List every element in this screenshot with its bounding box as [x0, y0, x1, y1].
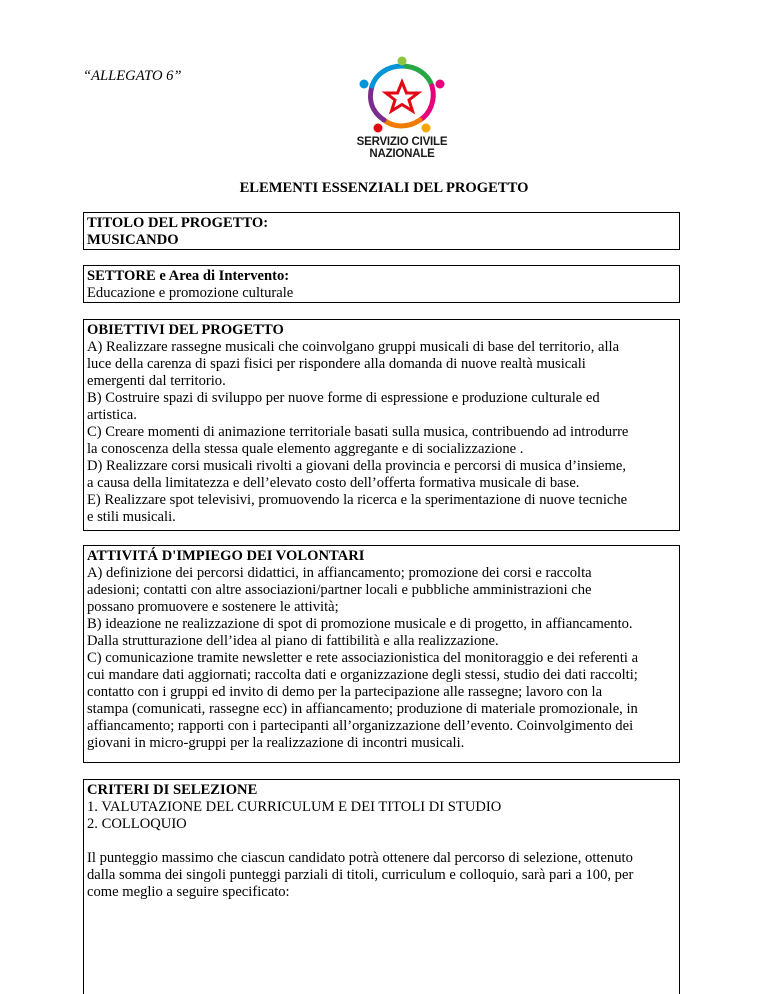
logo-text-line1: SERVIZIO CIVILE: [356, 136, 448, 148]
obiettivi-line: luce della carenza di spazi fisici per rispondere alla domanda di nuove realtà musicali: [87, 356, 586, 372]
criteri-item: 2. COLLOQUIO: [87, 816, 187, 832]
criteri-section: [83, 779, 680, 994]
criteri-heading: CRITERI DI SELEZIONE: [87, 782, 258, 798]
star-people-logo-icon: [358, 56, 446, 136]
attivita-line: contatto con i gruppi ed invito di demo per la partecipazione alle rassegne; lavoro con la: [87, 684, 603, 700]
obiettivi-line: C) Creare momenti di animazione territoriale basati sulla musica, contribuendo ad introdurre: [87, 424, 629, 440]
settore-heading: [87, 268, 676, 285]
spacer: [87, 833, 676, 850]
attivita-line: stampa (comunicati, rassegne ecc) in affiancamento; produzione di materiale promozionale, in: [87, 701, 638, 717]
criteri-paragraph-line: Il punteggio massimo che ciascun candidato potrà ottenere dal percorso di selezione, ottenuto: [87, 850, 633, 866]
titolo-heading: TITOLO DEL PROGETTO:: [87, 215, 269, 231]
titolo-value: MUSICANDO: [87, 232, 179, 248]
settore-heading-bold: SETTORE: [87, 268, 156, 284]
attivita-line: giovani in micro-gruppi per la realizzazione di incontri musicali.: [87, 735, 465, 751]
attivita-line: cui mandare dati aggiornati; raccolta dati e organizzazione degli stessi, studio dei dati raccolti;: [87, 667, 638, 683]
allegato-label: “ALLEGATO 6”: [83, 68, 182, 84]
settore-heading-rest: e Area di Intervento:: [155, 268, 290, 284]
attivita-line: possano promuovere e sostenere le attività;: [87, 599, 339, 615]
settore-value: Educazione e promozione culturale: [87, 285, 294, 301]
attivita-line: affiancamento; rapporti con i partecipanti all’organizzazione dell’evento. Coinvolgimento dei: [87, 718, 634, 734]
document-title: ELEMENTI ESSENZIALI DEL PROGETTO: [239, 180, 529, 196]
obiettivi-line: A) Realizzare rassegne musicali che coinvolgano gruppi musicali di base del territorio, alla: [87, 339, 620, 355]
attivita-line: Dalla strutturazione dell’idea al piano di fattibilità e alla realizzazione.: [87, 633, 499, 649]
obiettivi-line: E) Realizzare spot televisivi, promuovendo la ricerca e la sperimentazione di nuove tecniche: [87, 492, 628, 508]
obiettivi-line: D) Realizzare corsi musicali rivolti a giovani della provincia e percorsi di musica d’insieme,: [87, 458, 626, 474]
criteri-paragraph-line: dalla somma dei singoli punteggi parziali di titoli, curriculum e colloquio, sarà pari a 100, per: [87, 867, 634, 883]
obiettivi-section: [83, 319, 680, 531]
logo-text-line2: NAZIONALE: [369, 148, 435, 160]
attivita-line: B) ideazione ne realizzazione di spot di promozione musicale e di progetto, in affiancamento.: [87, 616, 633, 632]
obiettivi-heading: OBIETTIVI DEL PROGETTO: [87, 322, 284, 338]
criteri-item: 1. VALUTAZIONE DEL CURRICULUM E DEI TITOLI DI STUDIO: [87, 799, 502, 815]
obiettivi-line: e stili musicali.: [87, 509, 176, 525]
titolo-section: [83, 212, 680, 250]
attivita-line: A) definizione dei percorsi didattici, in affiancamento; promozione dei corsi e raccolta: [87, 565, 592, 581]
obiettivi-line: emergenti dal territorio.: [87, 373, 226, 389]
servizio-civile-logo: [352, 56, 452, 160]
obiettivi-line: la conoscenza della stessa quale elemento aggregante e di socializzazione .: [87, 441, 524, 457]
settore-section: [83, 265, 680, 303]
obiettivi-line: artistica.: [87, 407, 137, 423]
obiettivi-line: B) Costruire spazi di sviluppo per nuove forme di espressione e produzione culturale ed: [87, 390, 600, 406]
attivita-line: adesioni; contatti con altre associazioni/partner locali e pubbliche amministrazioni che: [87, 582, 592, 598]
obiettivi-line: a causa della limitatezza e dell’elevato costo dell’offerta formativa musicale di base.: [87, 475, 580, 491]
attivita-heading: ATTIVITÁ D'IMPIEGO DEI VOLONTARI: [87, 548, 365, 564]
criteri-paragraph-line: come meglio a seguire specificato:: [87, 884, 290, 900]
attivita-section: [83, 545, 680, 763]
attivita-line: C) comunicazione tramite newsletter e rete associazionistica del monitoraggio e dei referenti a: [87, 650, 639, 666]
